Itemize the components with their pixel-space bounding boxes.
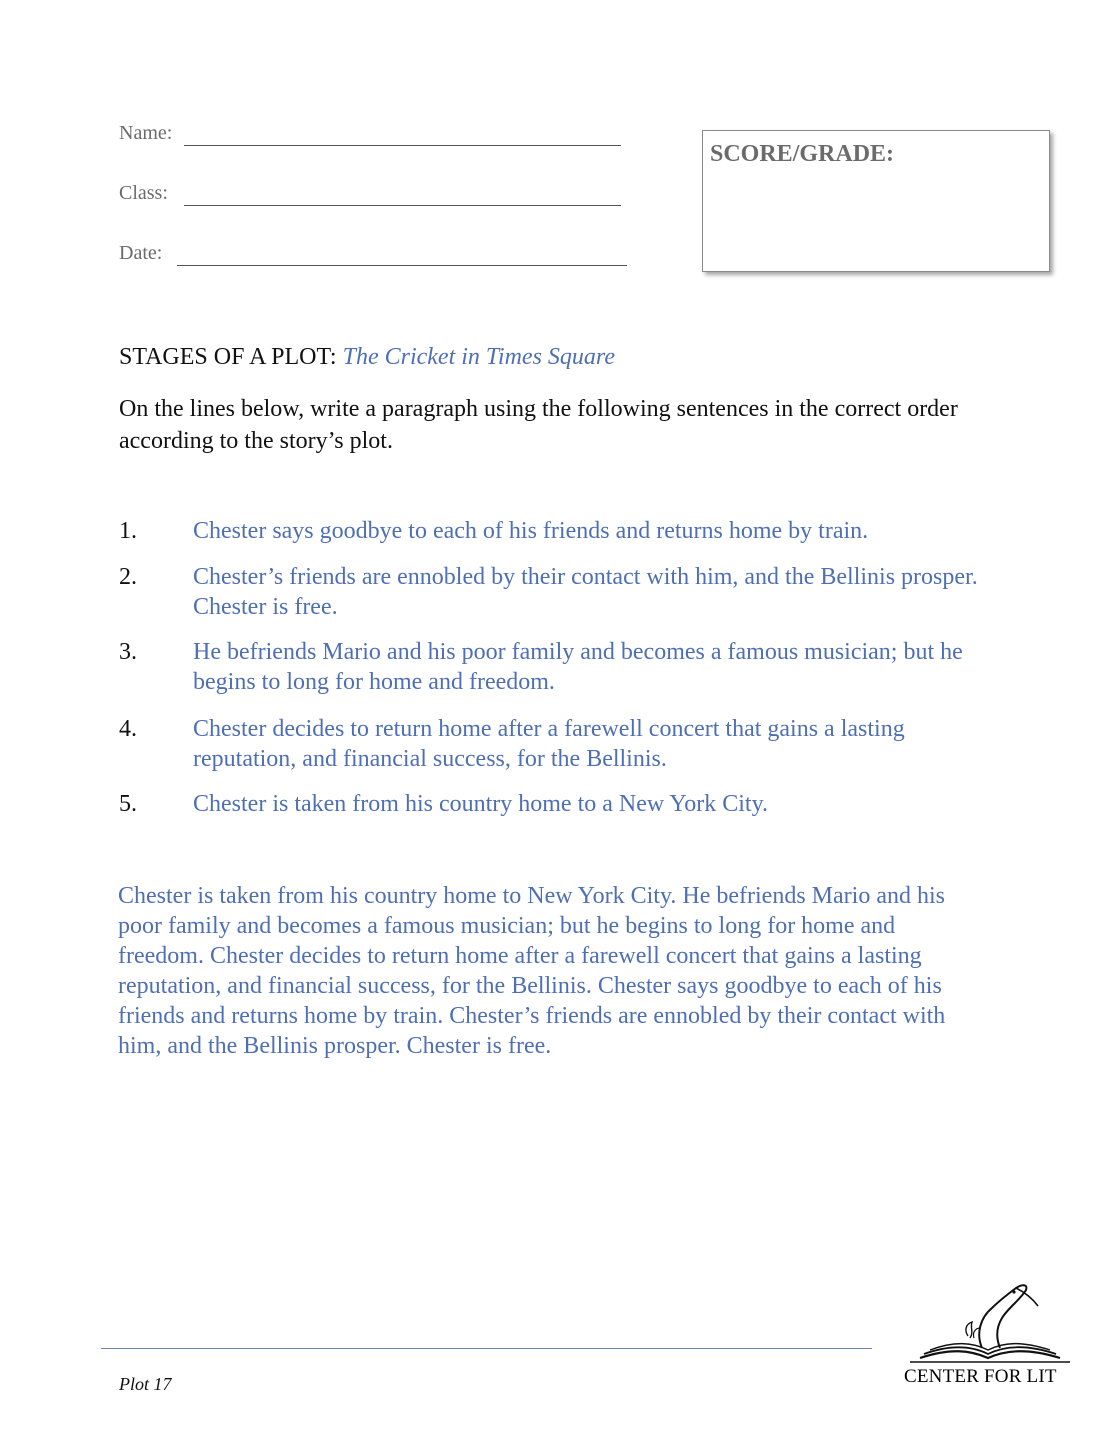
footer-page-label: Plot 17: [119, 1374, 172, 1394]
page-title: [119, 344, 615, 371]
name-label: Name:: [119, 122, 173, 144]
score-grade-box[interactable]: [702, 130, 1050, 272]
instructions-text: On the lines below, write a paragraph using the following sentences in the correct order according to the story’s plot.: [119, 396, 958, 454]
footer-divider: [101, 1348, 872, 1349]
logo-text: CENTER FOR LIT: [904, 1366, 1057, 1387]
name-field-line[interactable]: [184, 145, 621, 146]
date-field-line[interactable]: [177, 265, 627, 266]
list-item-number: 4.: [119, 716, 137, 742]
pelican-book-logo-icon: [900, 1278, 1070, 1364]
list-item-text: Chester’s friends are ennobled by their contact with him, and the Bellinis prosper. Chester is free.: [193, 564, 978, 620]
list-item-text: He befriends Mario and his poor family and becomes a famous musician; but he begins to long for home and freedom.: [193, 639, 963, 695]
answer-paragraph: Chester is taken from his country home to New York City. He befriends Mario and his poor family and becomes a famous musician; but he begins to long for home and freedom. Chester decides to return home after a farewell concert that gains a lasting reputation, and financial success, for the Bellinis. Chester says goodbye to each of his friends and returns home by train. Chester’s friends are ennobled by their contact with him, and the Bellinis prosper. Chester is free.: [118, 883, 946, 1059]
class-label: Class:: [119, 182, 168, 204]
class-field-line[interactable]: [184, 205, 621, 206]
list-item: [119, 714, 989, 774]
center-for-lit-logo: [900, 1278, 1070, 1388]
list-item: [119, 562, 989, 622]
list-item: [119, 516, 989, 546]
date-label: Date:: [119, 242, 163, 264]
list-item-text: Chester says goodbye to each of his friends and returns home by train.: [193, 518, 869, 544]
title-book-name: The Cricket in Times Square: [342, 344, 616, 370]
list-item-number: 1.: [119, 518, 137, 544]
list-item-number: 3.: [119, 639, 137, 665]
score-grade-label: SCORE/GRADE:: [710, 141, 895, 167]
list-item: [119, 637, 989, 697]
list-item-number: 5.: [119, 791, 137, 817]
list-item-text: Chester decides to return home after a farewell concert that gains a lasting reputation, and financial success, for the Bellinis.: [193, 716, 905, 772]
title-prefix: STAGES OF A PLOT:: [119, 344, 337, 370]
list-item-number: 2.: [119, 564, 137, 590]
list-item: [119, 789, 989, 819]
list-item-text: Chester is taken from his country home to a New York City.: [193, 791, 769, 817]
